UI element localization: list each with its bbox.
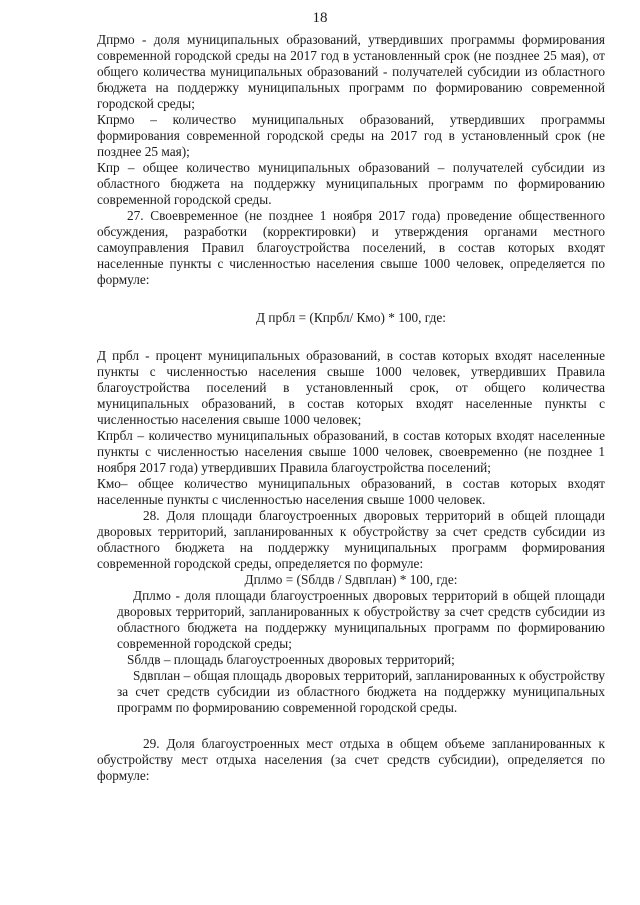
definition-dprmo: Дпрмо - доля муниципальных образований, утвердивших программы формирования современной городской среды на 2017 год в установленный срок (не позднее 25 мая), от общего количества муниципальных образований - получателей субсидии из областного бюджета на поддержку муниципальных программ по формированию современной городской среды; — [97, 32, 605, 111]
clause-27: 27. Своевременное (не позднее 1 ноября 2017 года) проведение общественного обсуждения, разработки (корректировки) и утверждения органами местного самоуправления Правил благоустройства поселений, в состав которых входят населенные пункты с численностью населения свыше 1000 человек, определяется по формуле: — [97, 208, 605, 287]
page-number: 18 — [312, 10, 328, 26]
definition-dprbl: Д прбл - процент муниципальных образований, в состав которых входят населенные пункты с численностью населения свыше 1000 человек, утвердивших Правила благоустройства поселений в установленный срок, от общего количества муниципальных образований, в состав которых входят населенные пункты с численностью населения свыше 1000 человек; — [97, 348, 605, 427]
document-body — [97, 32, 605, 784]
formula-dprbl: Д прбл = (Кпрбл/ Кмо) * 100, где: — [256, 310, 446, 325]
definition-kprmo: Кпрмо – количество муниципальных образований, утвердивших программы формирования современной городской среды на 2017 год в установленный срок (не позднее 25 мая); — [97, 112, 605, 159]
clause-29: 29. Доля благоустроенных мест отдыха в общем объеме запланированных к обустройству мест отдыха населения (за счет средств субсидии), определяется по формуле: — [97, 736, 605, 783]
clause-28: 28. Доля площади благоустроенных дворовых территорий в общей площади дворовых территорий, запланированных к обустройству за счет средств субсидии из областного бюджета на поддержку муниципальных программ формирования современной городской среды, определяется по формуле: — [97, 508, 605, 571]
formula-dplmo: Дплмо = (Sблдв / Sдвплан) * 100, где: — [244, 572, 458, 587]
definition-kprbl: Кпрбл – количество муниципальных образований, в состав которых входят населенные пункты с численностью населения свыше 1000 человек, своевременно (не позднее 1 ноября 2017 года) утвердивших Правила благоустройства поселений; — [97, 428, 605, 475]
definition-sbldv: Sблдв – площадь благоустроенных дворовых территорий; — [127, 652, 455, 667]
definition-kpr: Кпр – общее количество муниципальных образований – получателей субсидии из областного бюджета на поддержку муниципальных программ по формированию современной городской среды. — [97, 160, 605, 207]
definition-sdvplan: Sдвплан – общая площадь дворовых территорий, запланированных к обустройству за счет средств субсидии из областного бюджета на поддержку муниципальных программ по формированию современной городской среды. — [117, 668, 605, 715]
definition-dplmo: Дплмо - доля площади благоустроенных дворовых территорий в общей площади дворовых территорий, запланированных к обустройству за счет средств субсидии из областного бюджета на поддержку муниципальных программ по формированию современной городской среды; — [117, 588, 605, 651]
definition-kmo: Кмо– общее количество муниципальных образований, в состав которых входят населенные пункты с численностью населения свыше 1000 человек. — [97, 476, 605, 507]
